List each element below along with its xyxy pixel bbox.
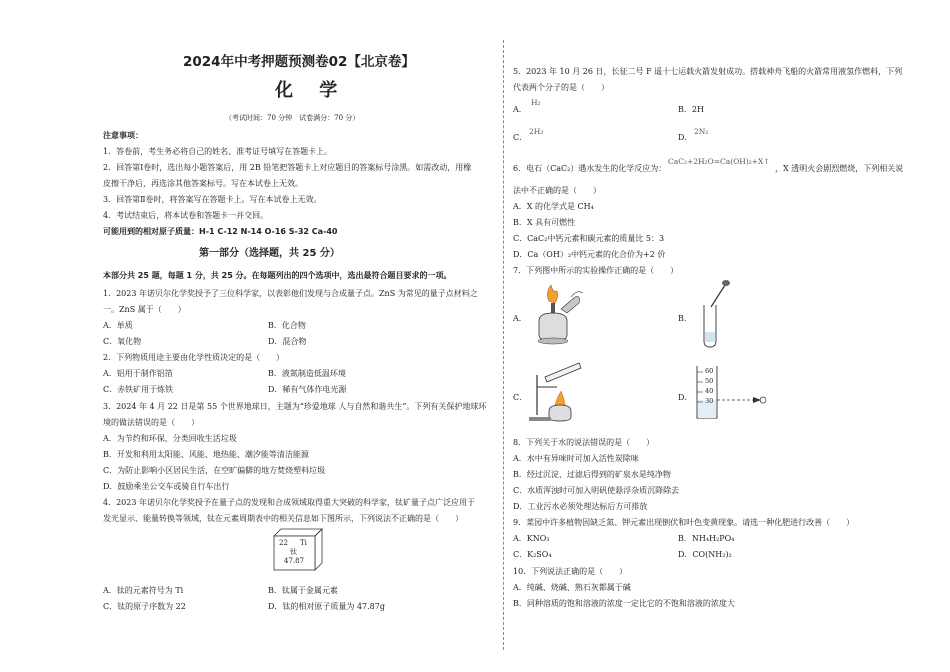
- q4-stem: 4．2023 年诺贝尔化学奖授予在量子点的发现和合成领域取得重大突破的科学家，钛矿量子点广泛应用于: [103, 498, 475, 507]
- q3-stem: 3．2024 年 4 月 22 日是第 55 个世界地球日，主题为“珍爱地球 人与自然和谐共生”。下列有关保护地球环: [103, 402, 487, 411]
- q3-option-c: C．为防止影响小区居民生活，在空旷偏僻的地方焚烧塑料垃圾: [103, 466, 326, 475]
- test-tube-heating-figure: [527, 355, 589, 425]
- q1-stem: 1．2023 年诺贝尔化学奖授予了三位科学家，以表彰他们发现与合成量子点。ZnS 为常见的量子点材料之: [103, 289, 478, 298]
- q9-option-a: A．KNO₃: [513, 534, 550, 543]
- q4-option-d: D．钛的相对原子质量为 47.87g: [268, 602, 385, 611]
- q8-option-d: D．工业污水必须处理达标后方可排放: [513, 502, 648, 511]
- exam-info: （考试时间：70 分钟 试卷满分：70 分）: [225, 114, 360, 122]
- q1-option-a: A．单质: [103, 321, 133, 330]
- part1-intro: 本部分共 25 题，每题 1 分，共 25 分。在每题列出的四个选项中，选出最符合题目要求的一项。: [103, 271, 452, 280]
- q6-option-c: C．CaC₂中钙元素和碳元素的质量比 5：3: [513, 234, 665, 243]
- q7-stem: 7．下列图中所示的实验操作正确的是（ ）: [513, 266, 679, 275]
- notice-heading: 注意事项：: [103, 131, 143, 140]
- notice-item: 4．考试结束后，将本试卷和答题卡一并交回。: [103, 211, 269, 220]
- q8-option-c: C．水质浑浊时可加入明矾使悬浮杂质沉降除去: [513, 486, 680, 495]
- cylinder-tick-label: 60: [705, 367, 714, 375]
- subject-title: 化 学: [275, 80, 348, 101]
- q6-option-d: D．Ca（OH）₂中钙元素的化合价为+2 价: [513, 250, 666, 259]
- notice-item: 1．答卷前，考生务必将自己的姓名、准考证号填写在答题卡上。: [103, 147, 333, 156]
- q4-option-b: B．钛属于金属元素: [268, 586, 338, 595]
- q5-formula-a: H₂: [531, 98, 541, 107]
- q7-option-c: C．: [513, 393, 528, 402]
- q5-option-a: A．: [513, 105, 527, 114]
- q2-option-a: A．铝用于制作铝箔: [103, 369, 173, 378]
- q3-stem-cont: 境的做法错误的是（ ）: [103, 418, 199, 427]
- q9-option-b: B．NH₄H₂PO₄: [678, 534, 735, 543]
- q1-option-b: B．化合物: [268, 321, 306, 330]
- q7-option-a: A．: [513, 314, 527, 323]
- notice-item: 3．回答第Ⅱ卷时，将答案写在答题卡上。写在本试卷上无效。: [103, 195, 322, 204]
- q5-formula-d: 2N₂: [694, 127, 709, 136]
- cylinder-tick-label: 50: [705, 377, 714, 385]
- atomic-masses: 可能用到的相对原子质量：H-1 C-12 N-14 O-16 S-32 Ca-40: [103, 227, 338, 236]
- q8-stem: 8．下列关于水的说法错误的是（ ）: [513, 438, 655, 447]
- q8-option-a: A．水中有异味时可加入活性炭除味: [513, 454, 639, 463]
- q3-option-a: A．为节约和环保，分类回收生活垃圾: [103, 434, 237, 443]
- q8-option-b: B．经过沉淀、过滤后得到的矿泉水是纯净物: [513, 470, 671, 479]
- q9-stem: 9．菜园中许多植物因缺乏氮、钾元素出现倒伏和叶色变黄现象。请选一种化肥进行改善（ ）: [513, 518, 855, 527]
- q2-option-d: D．稀有气体作电光源: [268, 385, 347, 394]
- q5-formula-c: 2H₂: [529, 127, 544, 136]
- part1-heading: 第一部分（选择题，共 25 分）: [199, 248, 340, 259]
- q4-option-c: C．钛的原子序数为 22: [103, 602, 186, 611]
- q4-stem-cont: 发光显示、能量转换等领域，钛在元素周期表中的相关信息如下图所示，下列说法不正确的是（ ）: [103, 514, 463, 523]
- q3-option-b: B．开发和利用太阳能、风能、地热能、潮汐能等清洁能源: [103, 450, 309, 459]
- element-name: 钛: [290, 548, 297, 556]
- q7-option-b: B．: [678, 314, 692, 323]
- q10-option-b: B．同种溶质的饱和溶液的浓度一定比它的不饱和溶液的浓度大: [513, 599, 735, 608]
- q5-option-c: C．: [513, 133, 528, 142]
- q7-option-d: D．: [678, 393, 693, 402]
- alcohol-lamp-lighting-figure: [527, 283, 587, 347]
- q6-stem: 6．电石（CaC₂）遇水发生的化学反应为：: [513, 164, 667, 173]
- q5-stem: 5．2023 年 10 月 26 日，长征二号 F 遥十七运载火箭发射成功。搭载神舟飞船的火箭常用液氢作燃料，下列: [513, 67, 903, 76]
- q1-stem-cont: 一。ZnS 属于（ ）: [103, 305, 186, 314]
- q9-option-d: D．CO(NH₂)₂: [678, 550, 732, 559]
- q5-stem-cont: 代表两个分子的是（ ）: [513, 83, 609, 92]
- q2-option-c: C．赤铁矿用于炼铁: [103, 385, 174, 394]
- q10-option-a: A．纯碱、烧碱、熟石灰都属于碱: [513, 583, 631, 592]
- column-divider: [503, 40, 504, 650]
- cylinder-tick-label: 30: [705, 397, 714, 405]
- element-mass: 47.87: [284, 557, 305, 565]
- q6-stem-cont: 法中不正确的是（ ）: [513, 186, 601, 195]
- q10-stem: 10．下列说法正确的是（ ）: [513, 567, 628, 576]
- notice-item: 皮擦干净后，再选涂其他答案标号。写在本试卷上无效。: [103, 179, 303, 188]
- q6-reaction-formula: CaC₂+2H₂O=Ca(OH)₂+X↑: [668, 157, 770, 166]
- exam-title: 2024年中考押题预测卷02【北京卷】: [183, 54, 415, 70]
- q6-option-b: B．X 具有可燃性: [513, 218, 576, 227]
- q1-option-d: D．混合物: [268, 337, 307, 346]
- q4-option-a: A．钛的元素符号为 Ti: [103, 586, 184, 595]
- q2-stem: 2．下列物质用途主要由化学性质决定的是（ ）: [103, 353, 285, 362]
- q5-option-d: D．: [678, 133, 693, 142]
- element-card-titanium: [272, 527, 324, 571]
- q3-option-d: D．鼓励乘坐公交车或骑自行车出行: [103, 482, 230, 491]
- q2-option-b: B．液氮制造低温环境: [268, 369, 346, 378]
- dropper-test-tube-figure: [691, 277, 731, 349]
- q5-option-b: B．2H: [678, 105, 704, 114]
- q6-stem-b: ，X 透明火会剧烈燃烧，下列相关说: [775, 164, 904, 173]
- cylinder-tick-label: 40: [705, 387, 714, 395]
- q9-option-c: C．K₂SO₄: [513, 550, 552, 559]
- q1-option-c: C．氧化物: [103, 337, 142, 346]
- q6-option-a: A．X 的化学式是 CH₄: [513, 202, 594, 211]
- element-symbol: Ti: [300, 539, 307, 547]
- element-number: 22: [279, 539, 288, 547]
- notice-item: 2．回答第Ⅰ卷时，选出每小题答案后，用 2B 铅笔把答题卡上对应题目的答案标号涂黑。如需改动，用橡: [103, 163, 472, 172]
